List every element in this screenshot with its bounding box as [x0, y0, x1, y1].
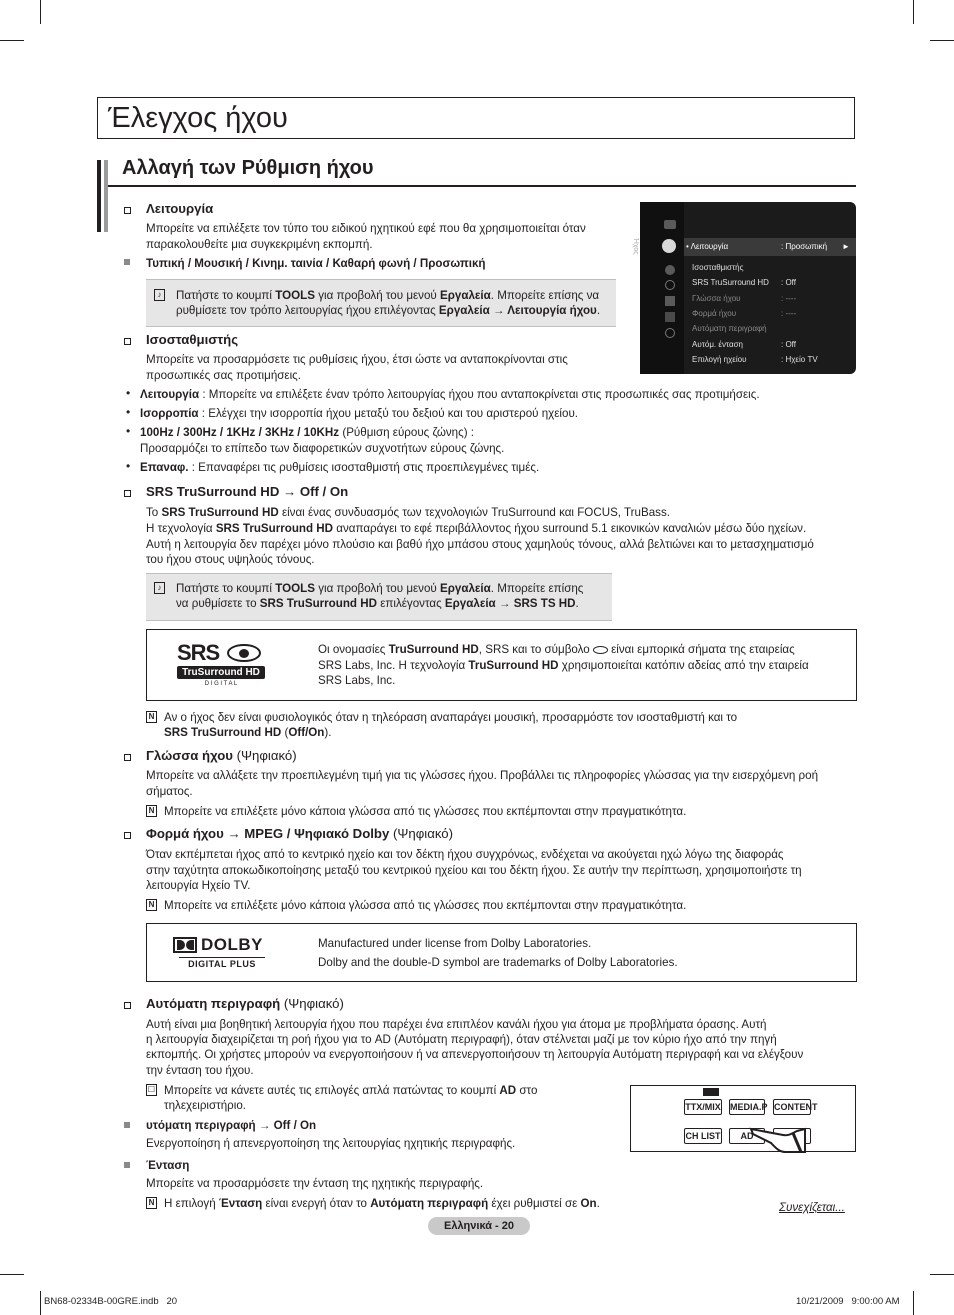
note-line [176, 288, 599, 303]
lang-heading [146, 748, 297, 764]
media-p-button: MEDIA.P [729, 1099, 765, 1115]
eq-term: Ισορροπία [140, 407, 199, 420]
mode-desc: παρακολουθείτε μια συγκεκριμένη εκπομπή. [146, 238, 373, 251]
heading-bullet [124, 832, 131, 839]
lang-heading-normal: (Ψηφιακό) [232, 748, 297, 763]
ad-note-text: έχει ρυθμιστεί σε [488, 1197, 581, 1210]
eq-bullet-bands [140, 425, 474, 440]
dolby-logo-sub: DIGITAL PLUS [179, 957, 265, 971]
ad-sub-text: Μπορείτε να προσαρμόσετε την ένταση της ηχητικής περιγραφής. [146, 1177, 484, 1190]
osd-value: : ---- [781, 309, 797, 318]
format-heading [146, 826, 453, 842]
dot-bullet: • [126, 459, 131, 473]
section-rule [108, 185, 856, 187]
note-text: . Μπορείτε επίσης [490, 582, 584, 595]
srs-logo-sub: TruSurround HD [177, 666, 265, 679]
note-icon: ♪ [154, 582, 165, 594]
srs-desc: Αυτή η λειτουργία δεν παρέχει μόνο πλούσιο και βαθύ ήχο μπάσου στους χαμηλούς τόνους, αλλά βελτιώνει και το μετασχηματισμό [146, 538, 814, 551]
srs-desc [146, 521, 806, 536]
note-text: . [596, 304, 601, 317]
ad-note: τηλεχειριστήριο. [164, 1099, 247, 1112]
srs-note: Αν ο ήχος δεν είναι φυσιολογικός όταν η τηλεόραση αναπαράγει μουσική, προσαρμόστε τον ισοσταθμιστή και το [164, 711, 738, 724]
ad-note-text: είναι ενεργή όταν το [262, 1197, 371, 1210]
ad-note-text: AD [499, 1084, 517, 1097]
mode-heading: Λειτουργία [146, 201, 214, 216]
crop-mark [930, 1274, 954, 1275]
srs-logo-text: SRS [177, 640, 220, 665]
srs-logo [177, 641, 267, 689]
crop-mark [40, 1291, 41, 1315]
dolby-d-right [186, 940, 194, 950]
section-bar [97, 160, 101, 232]
srs-note-text: Off/On [288, 726, 325, 739]
srs-note-text: ( [281, 726, 289, 739]
dot-bullet: • [126, 405, 131, 419]
osd-sidebar [632, 202, 684, 374]
dolby-logo [173, 936, 269, 972]
osd-side-label: Ήχος [632, 238, 639, 255]
ad-desc: Αυτή είναι μια βοηθητική λειτουργία ήχου που παρέχει ένα επιπλέον κανάλι ήχου για άτομα με προβλήματα όρασης. Αυτή [146, 1018, 767, 1031]
remote-note-icon: ☐ [147, 1085, 156, 1094]
lang-desc: σήματος. [146, 785, 193, 798]
mode-options: Τυπική / Μουσική / Κινημ. ταινία / Καθαρή φωνή / Προσωπική [146, 257, 486, 270]
ad-note-text: Ένταση [218, 1197, 263, 1210]
eq-term: 100Hz / 300Hz / 1KHz / 3KHz / 10KHz [140, 426, 340, 439]
srs-trademark-text [318, 658, 809, 673]
osd-label: SRS TruSurround HD [692, 278, 769, 287]
osd-label: Αυτόματη περιγραφή [692, 324, 767, 333]
srs-text: είναι ένας συνδυασμός των τεχνολογιών TruSurround και FOCUS, TruBass. [278, 506, 670, 519]
osd-label: Επιλογή ηχείου [692, 355, 747, 364]
continued-label: Συνεχίζεται... [779, 1201, 845, 1214]
srs-note-text: SRS TruSurround HD [164, 726, 282, 739]
note-text: Εργαλεία [439, 289, 491, 302]
heading-bullet [124, 338, 131, 345]
srs-desc [146, 505, 670, 520]
eq-desc: προσωπικές σας προτιμήσεις. [146, 369, 301, 382]
ad-heading-normal: (Ψηφιακό) [280, 996, 344, 1011]
format-heading-bold: Φορμά ήχου → MPEG / Ψηφιακό Dolby [146, 826, 390, 841]
note-n-icon: N [146, 1197, 157, 1209]
dolby-text: Manufactured under license from Dolby Laboratories. [318, 937, 592, 950]
srs-text: αναπαράγει το εφέ περιβάλλοντος ήχου surround 5.1 εικονικών καναλιών μέσω δύο ηχείων. [333, 522, 807, 535]
note-n-icon: N [146, 899, 157, 911]
ad-sub-heading: Ένταση [146, 1159, 190, 1172]
dolby-trademark-box [146, 923, 857, 982]
osd-row [692, 324, 767, 334]
osd-label: Φορμά ήχου [692, 309, 737, 318]
osd-row [692, 278, 796, 288]
ad-note [164, 1083, 537, 1098]
eq-def: (Ρύθμιση εύρους ζώνης) : [339, 426, 475, 439]
eq-bullet-bands-desc: Προσαρμόζει το επίπεδο των διαφορετικών συχνοτήτων εύρους ζώνης. [140, 442, 505, 455]
heading-bullet [124, 207, 131, 214]
eq-heading: Ισοσταθμιστής [146, 332, 239, 347]
note-text: TOOLS [275, 289, 315, 302]
osd-row [692, 263, 743, 273]
crop-mark [40, 0, 41, 24]
sound-icon [662, 239, 676, 253]
note-text: Πατήστε το κουμπί [176, 289, 276, 302]
lang-desc: Μπορείτε να αλλάξετε την προεπιλεγμένη τιμή για τις γλώσσες ήχου. Προβάλλει τις πληροφορίες γλώσσας για την εισερχόμενη ροή [146, 769, 819, 782]
eq-bullet-balance [140, 406, 578, 421]
srs-symbol-icon [593, 646, 608, 654]
tm-text: είναι εμπορικά σήματα της εταιρείας [607, 643, 795, 656]
osd-label: Ισοσταθμιστής [692, 263, 744, 272]
channel-icon [665, 265, 675, 275]
srs-logo-digital: D I G I T A L [204, 681, 238, 687]
srs-note-text: ). [324, 726, 332, 739]
srs-text: SRS TruSurround HD [215, 522, 334, 535]
format-note: Μπορείτε να επιλέξετε μόνο κάποια γλώσσα από τις γλώσσες που εκπέμπονται στην πραγματικότητα. [164, 899, 687, 912]
note-text: SRS TruSurround HD [259, 597, 377, 610]
note-text: . [575, 597, 579, 610]
app-icon [665, 312, 675, 322]
note-box [146, 279, 616, 327]
srs-desc: του ήχου στους υψηλούς τόνους. [146, 553, 315, 566]
osd-sound-menu [632, 202, 856, 374]
note-text: . Μπορείτε επίσης να [490, 289, 600, 302]
ad-note-text: Η επιλογή [164, 1197, 219, 1210]
lang-heading-bold: Γλώσσα ήχου [146, 748, 233, 763]
arrow-right-icon: ► [842, 242, 850, 251]
ttx-mix-button: TTX/MIX [684, 1099, 722, 1115]
note-n-icon: N [146, 711, 157, 723]
osd-row [692, 340, 796, 350]
dolby-logo-text: DOLBY [201, 935, 263, 954]
ad-note-text: . [596, 1197, 600, 1210]
footer-date: 10/21/2009 9:00:00 AM [796, 1296, 900, 1307]
setup-icon [665, 280, 675, 290]
ad-desc: την ένταση του ήχου. [146, 1064, 254, 1077]
eq-def: : Επαναφέρει τις ρυθμίσεις ισοσταθμιστή στις προεπιλεγμένες τιμές. [188, 461, 540, 474]
ad-note-text: στο [516, 1084, 538, 1097]
note-text: Εργαλεία → Λειτουργία ήχου [438, 304, 597, 317]
osd-label: Γλώσσα ήχου [692, 294, 741, 303]
note-icon: ♪ [154, 289, 165, 301]
footer-file: BN68-02334B-00GRE.indb 20 [44, 1296, 178, 1307]
crop-mark [913, 1291, 914, 1315]
tm-text: SRS Labs, Inc. Η τεχνολογία [318, 659, 469, 672]
note-text: επιλέγοντας [376, 597, 445, 610]
crop-mark [930, 40, 954, 41]
note-text: Εργαλεία → SRS TS HD [444, 597, 576, 610]
srs-text: Το [146, 506, 162, 519]
format-desc: λειτουργία Ηχείο TV. [146, 879, 251, 892]
eq-desc: Μπορείτε να προσαρμόσετε τις ρυθμίσεις ήχου, έτσι ώστε να ανταποκρίνονται στις [146, 353, 568, 366]
section-bar-shade [104, 160, 108, 232]
option-bullet [124, 1162, 130, 1168]
eq-def: : Ελέγχει την ισορροπία ήχου μεταξύ του δεξιού και του αριστερού ηχείου. [198, 407, 579, 420]
srs-trademark-text [318, 642, 795, 657]
dot-bullet: • [126, 424, 131, 438]
osd-value: : Προσωπική [781, 242, 828, 251]
eq-bullet-reset [140, 460, 539, 475]
srs-text: Η τεχνολογία [146, 522, 216, 535]
section-title: Αλλαγή των Ρύθμιση ήχου [122, 157, 374, 179]
osd-value: : Off [781, 340, 796, 349]
input-icon [665, 296, 675, 306]
option-bullet [124, 259, 130, 265]
osd-row [692, 294, 797, 304]
srs-text: SRS TruSurround HD [161, 506, 279, 519]
tm-text: TruSurround HD [388, 643, 479, 656]
dolby-text: Dolby and the double-D symbol are trademarks of Dolby Laboratories. [318, 956, 678, 969]
note-box [146, 573, 612, 621]
note-line [176, 303, 600, 318]
format-heading-normal: (Ψηφιακό) [389, 826, 453, 841]
page-title: Έλεγχος ήχου [108, 102, 288, 134]
heading-bullet [124, 490, 131, 497]
ad-volume-note [164, 1196, 600, 1211]
ad-button: AD [729, 1128, 765, 1144]
note-text: TOOLS [275, 582, 315, 595]
page-number-badge: Ελληνικά - 20 [428, 1217, 530, 1235]
tm-text: TruSurround HD [468, 659, 559, 672]
note-text: για προβολή του μενού [314, 289, 440, 302]
note-text: Εργαλεία [439, 582, 491, 595]
content-button: CONTENT [773, 1099, 811, 1115]
note-line [176, 596, 579, 611]
support-icon [665, 328, 675, 338]
note-text: Πατήστε το κουμπί [176, 582, 276, 595]
heading-bullet [124, 1002, 131, 1009]
osd-label: Λειτουργία [690, 242, 729, 251]
srs-heading: SRS TruSurround HD → Off / On [146, 484, 349, 499]
teletext-icon [703, 1088, 719, 1096]
tm-text: , SRS και το σύμβολο [478, 643, 593, 656]
tm-text: Οι ονομασίες [318, 643, 389, 656]
ch-list-button: CH LIST [684, 1128, 722, 1144]
ad-sub-text: Ενεργοποίηση ή απενεργοποίηση της λειτουργίας ηχητικής περιγραφής. [146, 1137, 516, 1150]
eq-term: Επαναφ. [140, 461, 189, 474]
page-title-box [97, 97, 855, 139]
crop-mark [0, 40, 24, 41]
osd-row [692, 355, 818, 365]
ad-note-text: Μπορείτε να κάνετε αυτές τις επιλογές απλά πατώντας το κουμπί [164, 1084, 500, 1097]
srs-trademark-text: SRS Labs, Inc. [318, 674, 396, 687]
dolby-dd-icon [173, 937, 197, 953]
osd-value: : Off [781, 278, 796, 287]
srs-circle-icon [227, 644, 261, 662]
note-line [176, 581, 583, 596]
ad-desc: η λειτουργία διαχειρίζεται τη ροή ήχου για το AD (Αυτόματη περιγραφή), όταν στέλνεται μαζί με τον κύριο ήχο από την πηγή [146, 1033, 777, 1046]
option-bullet [124, 1122, 130, 1128]
osd-value: : Ηχείο TV [781, 355, 818, 364]
ad-note-text: Αυτόματη περιγραφή [370, 1197, 489, 1210]
eq-term: Λειτουργία [140, 388, 200, 401]
srs-trademark-box [146, 629, 857, 701]
ad-desc: εκπομπής. Οι χρήστες μπορούν να ενεργοποιήσουν ή να απενεργοποιήσουν τη λειτουργία Αυτόματη περιγραφή και να ελέγξουν [146, 1048, 804, 1061]
ad-note-text: On [580, 1197, 597, 1210]
note-text: για προβολή του μενού [314, 582, 440, 595]
note-text: ρυθμίσετε τον τρόπο λειτουργίας ήχου επιλέγοντας [176, 304, 439, 317]
tm-text: χρησιμοποιείται κατόπιν αδείας από την εταιρεία [558, 659, 809, 672]
ad-sub-heading: υτόματη περιγραφή → Off / On [146, 1119, 317, 1132]
osd-label: Αυτόμ. ένταση [692, 340, 743, 349]
note-n-icon: N [146, 805, 157, 817]
srs-note [164, 725, 331, 740]
mode-desc: Μπορείτε να επιλέξετε τον τύπο του ειδικού ηχητικού εφέ που θα χρησιμοποιείται όταν [146, 222, 586, 235]
picture-icon [664, 220, 676, 229]
format-desc: στην ταχύτητα αποκωδικοποίησης μεταξύ του κεντρικού ηχείου και του δέκτη ήχου. Σε αυτήν την περίπτωση, χρησιμοποιήστε τη [146, 864, 802, 877]
dolby-d-left [177, 940, 185, 950]
ad-heading [146, 996, 344, 1012]
osd-row-selected: • Λειτουργία : Προσωπική ► [686, 242, 850, 251]
eq-def: : Μπορείτε να επιλέξετε έναν τρόπο λειτουργίας ήχου που ανταποκρίνεται στις προσωπικές σας προτιμήσεις. [199, 388, 760, 401]
heading-bullet [124, 754, 131, 761]
srs-dot [239, 649, 249, 658]
osd-row [692, 309, 797, 319]
note-text: να ρυθμίσετε το [176, 597, 260, 610]
dot-bullet: • [126, 386, 131, 400]
format-desc: Όταν εκπέμπεται ήχος από το κεντρικό ηχείο και τον δέκτη ήχου συγχρόνως, ενδέχεται να ακούγεται ηχώ λόγω της διαφοράς [146, 848, 784, 861]
crop-mark [0, 1274, 24, 1275]
eq-bullet-mode [140, 387, 760, 402]
lang-note: Μπορείτε να επιλέξετε μόνο κάποια γλώσσα από τις γλώσσες που εκπέμπονται στην πραγματικότητα. [164, 805, 687, 818]
pointing-hand-icon [749, 1119, 809, 1153]
remote-illustration [630, 1085, 856, 1152]
osd-value: : ---- [781, 294, 797, 303]
ad-heading-bold: Αυτόματη περιγραφή [146, 996, 281, 1011]
crop-mark [913, 0, 914, 24]
